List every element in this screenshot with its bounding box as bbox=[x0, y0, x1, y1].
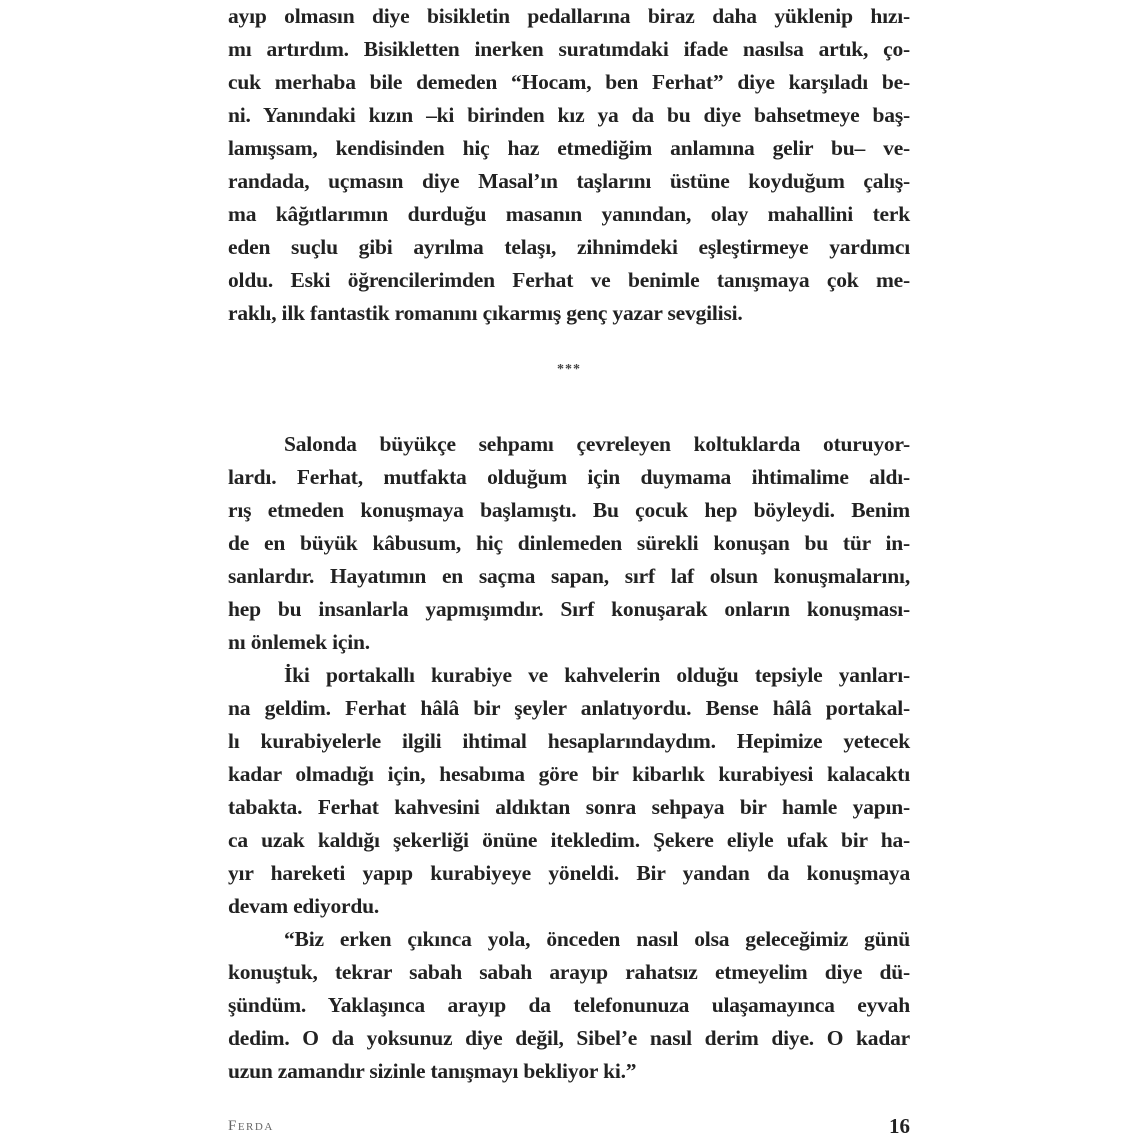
text-line: lardı. Ferhat, mutfakta olduğum için duymama ihtimalime aldı- bbox=[228, 465, 910, 489]
text-line: eden suçlu gibi ayrılma telaşı, zihnimdeki eşleştirmeye yardımcı bbox=[228, 235, 910, 259]
section-separator: *** bbox=[557, 362, 581, 377]
text-line: raklı, ilk fantastik romanını çıkarmış genç yazar sevgilisi. bbox=[228, 301, 743, 325]
text-line: devam ediyordu. bbox=[228, 894, 380, 918]
text-line: de en büyük kâbusum, hiç dinlemeden sürekli konuşan bu tür in- bbox=[228, 531, 910, 555]
text-line: randada, uçmasın diye Masal’ın taşlarını üstüne koyduğum çalış- bbox=[228, 169, 910, 193]
text-line: mı artırdım. Bisikletten inerken suratımdaki ifade nasılsa artık, ço- bbox=[228, 37, 910, 61]
text-line: rış etmeden konuşmaya başlamıştı. Bu çocuk hep böyleydi. Benim bbox=[228, 498, 910, 522]
section-body bbox=[228, 428, 910, 1088]
paragraph-continuation bbox=[228, 0, 910, 330]
text-line: dedim. O da yoksunuz diye değil, Sibel’e nasıl derim diye. O kadar bbox=[228, 1026, 910, 1050]
text-line: cuk merhaba bile demeden “Hocam, ben Ferhat” diye karşıladı be- bbox=[228, 70, 910, 94]
text-line: nı önlemek için. bbox=[228, 630, 370, 654]
text-line: uzun zamandır sizinle tanışmayı bekliyor ki.” bbox=[228, 1059, 637, 1083]
text-line: oldu. Eski öğrencilerimden Ferhat ve benimle tanışmaya çok me- bbox=[228, 268, 910, 292]
page-number: 16 bbox=[889, 1114, 910, 1138]
text-line: kadar olmadığı için, hesabıma göre bir kibarlık kurabiyesi kalacaktı bbox=[228, 762, 910, 786]
text-line: ni. Yanındaki kızın –ki birinden kız ya da bu diye bahsetmeye baş- bbox=[228, 103, 910, 127]
text-line: na geldim. Ferhat hâlâ bir şeyler anlatıyordu. Bense hâlâ portakal- bbox=[228, 696, 910, 720]
text-line: tabakta. Ferhat kahvesini aldıktan sonra sehpaya bir hamle yapın- bbox=[228, 795, 910, 819]
text-line: “Biz erken çıkınca yola, önceden nasıl olsa geleceğimiz günü bbox=[284, 927, 910, 951]
running-head: Ferda bbox=[228, 1118, 274, 1134]
text-line: ayıp olmasın diye bisikletin pedallarına biraz daha yüklenip hızı- bbox=[228, 4, 910, 28]
text-line: hep bu insanlarla yapmışımdır. Sırf konuşarak onların konuşması- bbox=[228, 597, 910, 621]
text-line: konuştuk, tekrar sabah sabah arayıp rahatsız etmeyelim diye dü- bbox=[228, 960, 910, 984]
text-line: Salonda büyükçe sehpamı çevreleyen koltuklarda oturuyor- bbox=[284, 432, 910, 456]
text-line: ma kâğıtlarımın durduğu masanın yanından, olay mahallini terk bbox=[228, 202, 910, 226]
text-line: sanlardır. Hayatımın en saçma sapan, sırf laf olsun konuşmalarını, bbox=[228, 564, 910, 588]
text-line: İki portakallı kurabiye ve kahvelerin olduğu tepsiyle yanları- bbox=[284, 663, 910, 687]
text-line: yır hareketi yapıp kurabiyeye yöneldi. Bir yandan da konuşmaya bbox=[228, 861, 910, 885]
text-line: lı kurabiyelerle ilgili ihtimal hesaplarındaydım. Hepimize yetecek bbox=[228, 729, 910, 753]
text-line: lamışsam, kendisinden hiç haz etmediğim anlamına gelir bu– ve- bbox=[228, 136, 910, 160]
text-line: ca uzak kaldığı şekerliği önüne itekledim. Şekere eliyle ufak bir ha- bbox=[228, 828, 910, 852]
text-line: şündüm. Yaklaşınca arayıp da telefonunuza ulaşamayınca eyvah bbox=[228, 993, 910, 1017]
